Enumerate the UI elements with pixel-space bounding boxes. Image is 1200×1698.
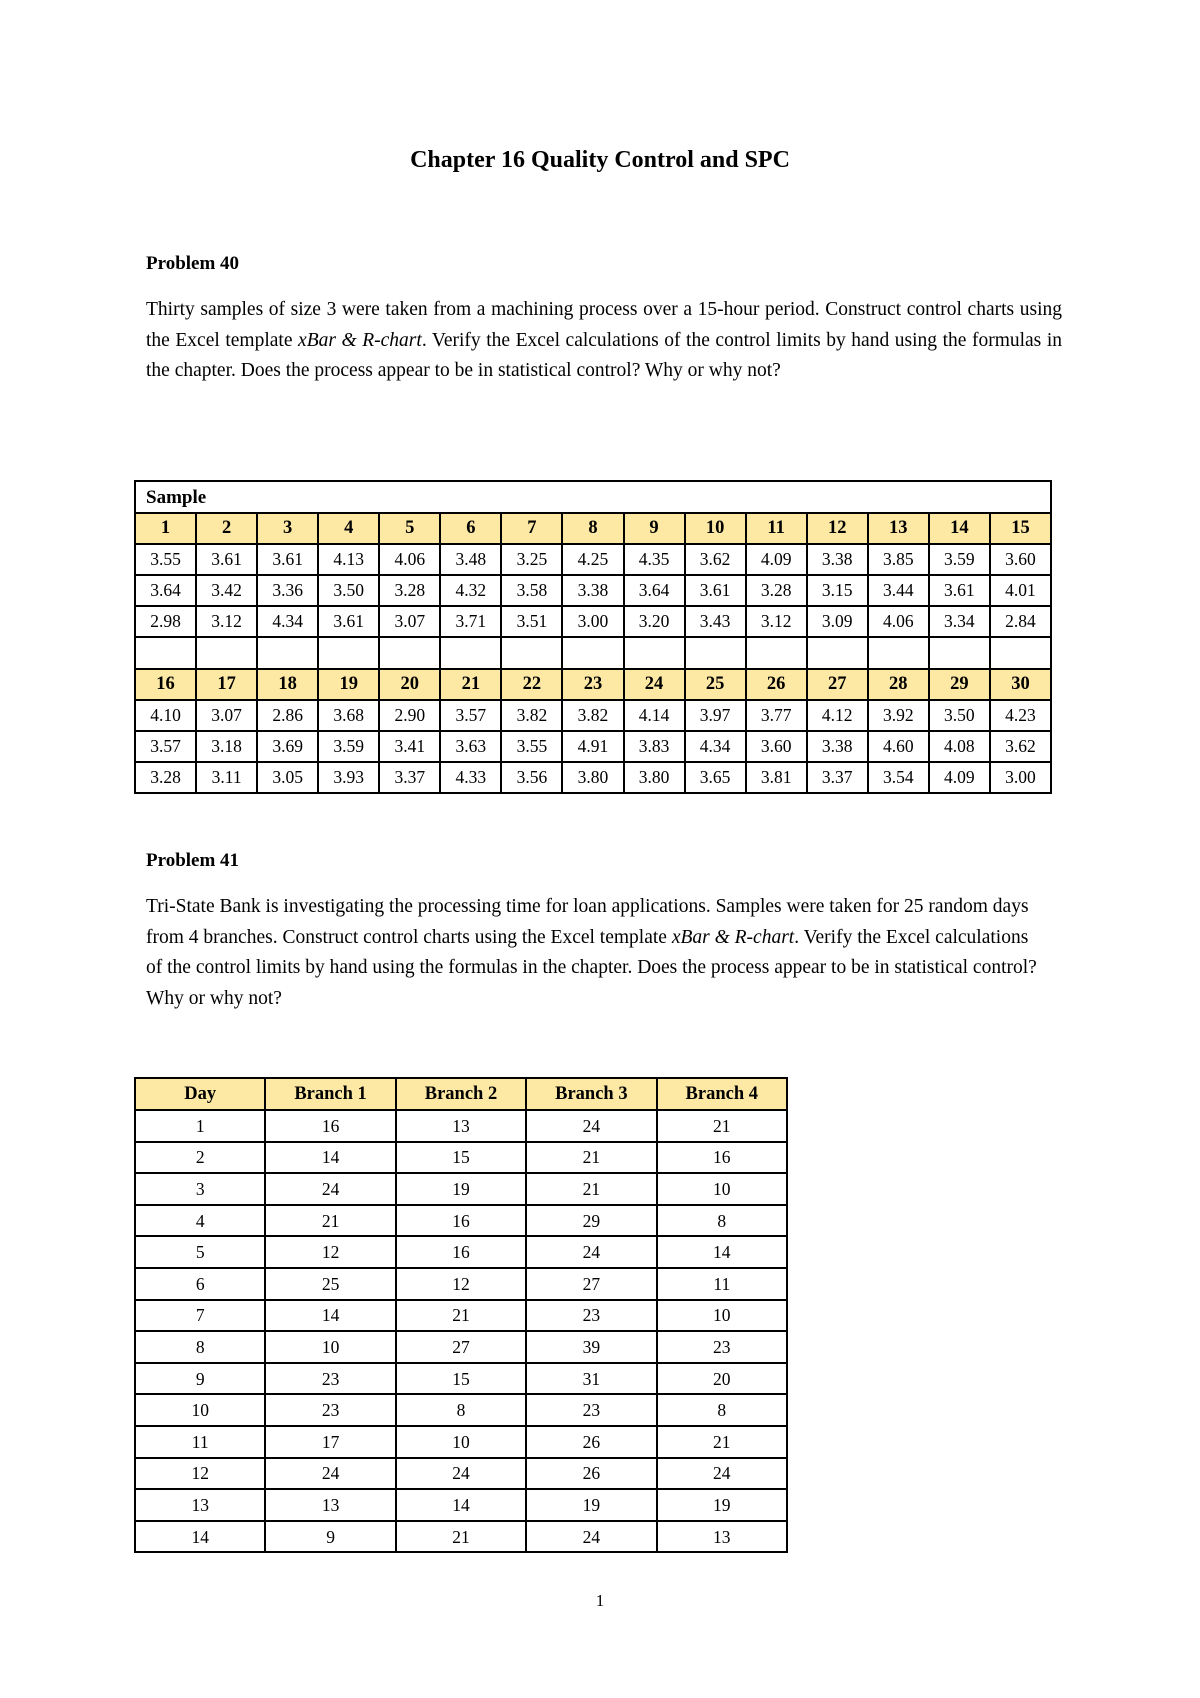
measurement-cell: 2.84 bbox=[990, 606, 1051, 637]
measurement-cell: 3.58 bbox=[501, 575, 562, 606]
sample-number: 3 bbox=[257, 513, 318, 544]
measurement-cell: 3.00 bbox=[562, 606, 623, 637]
branch-value-cell: 21 bbox=[657, 1426, 787, 1458]
measurement-cell: 3.83 bbox=[624, 731, 685, 762]
measurement-cell: 3.65 bbox=[685, 762, 746, 793]
day-cell: 3 bbox=[135, 1173, 265, 1205]
branch-value-cell: 21 bbox=[396, 1300, 526, 1332]
branch-value-cell: 13 bbox=[265, 1489, 395, 1521]
measurement-cell: 4.08 bbox=[929, 731, 990, 762]
branch-value-cell: 16 bbox=[396, 1236, 526, 1268]
branch-value-cell: 26 bbox=[526, 1458, 656, 1490]
sample-number: 21 bbox=[440, 669, 501, 700]
measurement-cell: 3.37 bbox=[807, 762, 868, 793]
branch-value-cell: 14 bbox=[265, 1142, 395, 1174]
measurement-cell: 4.33 bbox=[440, 762, 501, 793]
branch-value-cell: 15 bbox=[396, 1142, 526, 1174]
blank-cell bbox=[440, 637, 501, 669]
branch-value-cell: 23 bbox=[657, 1331, 787, 1363]
day-cell: 1 bbox=[135, 1110, 265, 1142]
problem-40-template-name: xBar & R-chart bbox=[298, 329, 422, 351]
measurement-cell: 3.38 bbox=[807, 731, 868, 762]
blank-cell bbox=[746, 637, 807, 669]
table-row bbox=[135, 606, 1051, 637]
sample-number: 17 bbox=[196, 669, 257, 700]
blank-cell bbox=[868, 637, 929, 669]
measurement-cell: 3.51 bbox=[501, 606, 562, 637]
branch-value-cell: 15 bbox=[396, 1363, 526, 1395]
sample-number: 15 bbox=[990, 513, 1051, 544]
day-cell: 6 bbox=[135, 1268, 265, 1300]
branch-value-cell: 29 bbox=[526, 1205, 656, 1237]
measurement-cell: 3.59 bbox=[929, 544, 990, 575]
branch-value-cell: 12 bbox=[396, 1268, 526, 1300]
sample-number: 27 bbox=[807, 669, 868, 700]
column-header: Branch 1 bbox=[265, 1078, 395, 1110]
column-header: Branch 3 bbox=[526, 1078, 656, 1110]
branch-value-cell: 10 bbox=[265, 1331, 395, 1363]
problem-41-text bbox=[146, 892, 1046, 1014]
measurement-cell: 3.07 bbox=[196, 700, 257, 731]
table-row bbox=[135, 731, 1051, 762]
branch-value-cell: 23 bbox=[526, 1394, 656, 1426]
measurement-cell: 3.28 bbox=[135, 762, 196, 793]
branch-value-cell: 12 bbox=[265, 1236, 395, 1268]
measurement-cell: 3.07 bbox=[379, 606, 440, 637]
measurement-cell: 3.11 bbox=[196, 762, 257, 793]
measurement-cell: 3.63 bbox=[440, 731, 501, 762]
branch-value-cell: 24 bbox=[526, 1521, 656, 1553]
measurement-cell: 3.60 bbox=[990, 544, 1051, 575]
blank-cell bbox=[379, 637, 440, 669]
branch-value-cell: 14 bbox=[265, 1300, 395, 1332]
table-row bbox=[135, 1331, 787, 1363]
measurement-cell: 4.34 bbox=[257, 606, 318, 637]
branch-value-cell: 8 bbox=[657, 1394, 787, 1426]
measurement-cell: 3.44 bbox=[868, 575, 929, 606]
branch-value-cell: 19 bbox=[526, 1489, 656, 1521]
sample-number: 29 bbox=[929, 669, 990, 700]
table-row bbox=[135, 700, 1051, 731]
branch-value-cell: 21 bbox=[265, 1205, 395, 1237]
branch-value-cell: 23 bbox=[526, 1300, 656, 1332]
column-header: Day bbox=[135, 1078, 265, 1110]
sample-number: 6 bbox=[440, 513, 501, 544]
measurement-cell: 4.10 bbox=[135, 700, 196, 731]
measurement-cell: 3.55 bbox=[501, 731, 562, 762]
measurement-cell: 4.25 bbox=[562, 544, 623, 575]
measurement-cell: 4.06 bbox=[868, 606, 929, 637]
branch-value-cell: 13 bbox=[396, 1110, 526, 1142]
table-row bbox=[135, 1426, 787, 1458]
measurement-cell: 3.00 bbox=[990, 762, 1051, 793]
blank-cell bbox=[685, 637, 746, 669]
branch-value-cell: 16 bbox=[396, 1205, 526, 1237]
blank-cell bbox=[807, 637, 868, 669]
measurement-cell: 3.81 bbox=[746, 762, 807, 793]
sample-number: 14 bbox=[929, 513, 990, 544]
table-row bbox=[135, 1173, 787, 1205]
branch-value-cell: 19 bbox=[657, 1489, 787, 1521]
branch-value-cell: 24 bbox=[265, 1173, 395, 1205]
branch-value-cell: 24 bbox=[526, 1110, 656, 1142]
sample-header-row bbox=[135, 513, 1051, 544]
blank-cell bbox=[562, 637, 623, 669]
blank-cell bbox=[318, 637, 379, 669]
measurement-cell: 3.82 bbox=[501, 700, 562, 731]
measurement-cell: 3.61 bbox=[685, 575, 746, 606]
measurement-cell: 3.57 bbox=[440, 700, 501, 731]
measurement-cell: 3.93 bbox=[318, 762, 379, 793]
sample-number: 4 bbox=[318, 513, 379, 544]
branch-value-cell: 10 bbox=[657, 1300, 787, 1332]
day-cell: 7 bbox=[135, 1300, 265, 1332]
problem-40-text-part1: Thirty samples of size 3 were taken from a machining process over a 15-hour period. Construct control charts using the Excel template bbox=[146, 299, 1062, 351]
measurement-cell: 3.05 bbox=[257, 762, 318, 793]
sample-number: 9 bbox=[624, 513, 685, 544]
measurement-cell: 3.15 bbox=[807, 575, 868, 606]
measurement-cell: 3.97 bbox=[685, 700, 746, 731]
blank-cell bbox=[624, 637, 685, 669]
sample-table bbox=[134, 480, 1052, 794]
measurement-cell: 3.61 bbox=[318, 606, 379, 637]
measurement-cell: 4.35 bbox=[624, 544, 685, 575]
branch-value-cell: 24 bbox=[396, 1458, 526, 1490]
day-cell: 11 bbox=[135, 1426, 265, 1458]
table-row bbox=[135, 1394, 787, 1426]
branch-value-cell: 14 bbox=[657, 1236, 787, 1268]
measurement-cell: 3.12 bbox=[746, 606, 807, 637]
branch-value-cell: 9 bbox=[265, 1521, 395, 1553]
measurement-cell: 3.54 bbox=[868, 762, 929, 793]
table-row bbox=[135, 1110, 787, 1142]
measurement-cell: 3.43 bbox=[685, 606, 746, 637]
branch-value-cell: 24 bbox=[657, 1458, 787, 1490]
day-cell: 2 bbox=[135, 1142, 265, 1174]
table-row bbox=[135, 1458, 787, 1490]
measurement-cell: 4.34 bbox=[685, 731, 746, 762]
day-cell: 4 bbox=[135, 1205, 265, 1237]
measurement-cell: 4.32 bbox=[440, 575, 501, 606]
branch-value-cell: 10 bbox=[396, 1426, 526, 1458]
measurement-cell: 3.82 bbox=[562, 700, 623, 731]
branch-value-cell: 31 bbox=[526, 1363, 656, 1395]
measurement-cell: 3.61 bbox=[929, 575, 990, 606]
branch-value-cell: 27 bbox=[526, 1268, 656, 1300]
sample-label: Sample bbox=[135, 481, 1051, 513]
measurement-cell: 3.28 bbox=[379, 575, 440, 606]
measurement-cell: 4.01 bbox=[990, 575, 1051, 606]
branch-value-cell: 14 bbox=[396, 1489, 526, 1521]
measurement-cell: 2.86 bbox=[257, 700, 318, 731]
branch-value-cell: 8 bbox=[396, 1394, 526, 1426]
sample-number: 11 bbox=[746, 513, 807, 544]
measurement-cell: 3.64 bbox=[135, 575, 196, 606]
sample-number: 18 bbox=[257, 669, 318, 700]
sample-number: 26 bbox=[746, 669, 807, 700]
branch-value-cell: 24 bbox=[265, 1458, 395, 1490]
table-row bbox=[135, 1521, 787, 1553]
branch-table-header bbox=[135, 1078, 787, 1110]
measurement-cell: 4.60 bbox=[868, 731, 929, 762]
branch-value-cell: 26 bbox=[526, 1426, 656, 1458]
measurement-cell: 4.09 bbox=[746, 544, 807, 575]
problem-41-template-name: xBar & R-chart bbox=[671, 926, 795, 948]
measurement-cell: 3.38 bbox=[562, 575, 623, 606]
measurement-cell: 3.85 bbox=[868, 544, 929, 575]
table-row bbox=[135, 1489, 787, 1521]
measurement-cell: 3.80 bbox=[624, 762, 685, 793]
measurement-cell: 3.56 bbox=[501, 762, 562, 793]
table-row bbox=[135, 1363, 787, 1395]
branch-value-cell: 10 bbox=[657, 1173, 787, 1205]
table-row bbox=[135, 575, 1051, 606]
branch-value-cell: 19 bbox=[396, 1173, 526, 1205]
measurement-cell: 3.34 bbox=[929, 606, 990, 637]
measurement-cell: 3.28 bbox=[746, 575, 807, 606]
measurement-cell: 4.23 bbox=[990, 700, 1051, 731]
day-cell: 13 bbox=[135, 1489, 265, 1521]
branch-value-cell: 21 bbox=[526, 1173, 656, 1205]
problem-41-text-part2: . Verify the Excel calculations of the control limits by hand using the formulas in the chapter. Does the process appear to be in statistical control? Why or why not? bbox=[146, 926, 1037, 1009]
measurement-cell: 3.80 bbox=[562, 762, 623, 793]
sample-number: 13 bbox=[868, 513, 929, 544]
measurement-cell: 3.38 bbox=[807, 544, 868, 575]
sample-number: 19 bbox=[318, 669, 379, 700]
measurement-cell: 3.36 bbox=[257, 575, 318, 606]
branch-value-cell: 17 bbox=[265, 1426, 395, 1458]
blank-cell bbox=[929, 637, 990, 669]
measurement-cell: 3.09 bbox=[807, 606, 868, 637]
branch-value-cell: 21 bbox=[526, 1142, 656, 1174]
day-cell: 10 bbox=[135, 1394, 265, 1426]
table-row bbox=[135, 1205, 787, 1237]
blank-cell bbox=[196, 637, 257, 669]
measurement-cell: 3.57 bbox=[135, 731, 196, 762]
page-number: 1 bbox=[595, 1591, 605, 1610]
day-cell: 12 bbox=[135, 1458, 265, 1490]
branch-value-cell: 39 bbox=[526, 1331, 656, 1363]
measurement-cell: 3.42 bbox=[196, 575, 257, 606]
branch-value-cell: 25 bbox=[265, 1268, 395, 1300]
measurement-cell: 3.50 bbox=[318, 575, 379, 606]
measurement-cell: 3.69 bbox=[257, 731, 318, 762]
blank-cell bbox=[257, 637, 318, 669]
page-title: Chapter 16 Quality Control and SPC bbox=[410, 147, 790, 173]
measurement-cell: 4.14 bbox=[624, 700, 685, 731]
measurement-cell: 3.71 bbox=[440, 606, 501, 637]
measurement-cell: 3.62 bbox=[685, 544, 746, 575]
day-cell: 14 bbox=[135, 1521, 265, 1553]
day-cell: 5 bbox=[135, 1236, 265, 1268]
branch-value-cell: 24 bbox=[526, 1236, 656, 1268]
measurement-cell: 4.06 bbox=[379, 544, 440, 575]
measurement-cell: 3.18 bbox=[196, 731, 257, 762]
day-cell: 9 bbox=[135, 1363, 265, 1395]
table-row bbox=[135, 762, 1051, 793]
measurement-cell: 3.41 bbox=[379, 731, 440, 762]
column-header: Branch 4 bbox=[657, 1078, 787, 1110]
sample-label-row bbox=[135, 481, 1051, 513]
problem-40-text-part2: . Verify the Excel calculations of the control limits by hand using the formulas in the chapter. Does the process appear to be in statistical control? Why or why not? bbox=[146, 329, 1063, 381]
problem-41-heading: Problem 41 bbox=[146, 850, 240, 871]
measurement-cell: 3.55 bbox=[135, 544, 196, 575]
sample-number: 24 bbox=[624, 669, 685, 700]
measurement-cell: 4.09 bbox=[929, 762, 990, 793]
branch-value-cell: 21 bbox=[396, 1521, 526, 1553]
sample-number: 2 bbox=[196, 513, 257, 544]
problem-40-heading: Problem 40 bbox=[146, 253, 240, 274]
measurement-cell: 3.50 bbox=[929, 700, 990, 731]
measurement-cell: 3.48 bbox=[440, 544, 501, 575]
branch-table bbox=[134, 1077, 788, 1553]
branch-value-cell: 13 bbox=[657, 1521, 787, 1553]
sample-number: 12 bbox=[807, 513, 868, 544]
table-row bbox=[135, 1142, 787, 1174]
day-cell: 8 bbox=[135, 1331, 265, 1363]
sample-number: 23 bbox=[562, 669, 623, 700]
measurement-cell: 3.61 bbox=[257, 544, 318, 575]
branch-value-cell: 20 bbox=[657, 1363, 787, 1395]
branch-value-cell: 16 bbox=[657, 1142, 787, 1174]
problem-40-text bbox=[146, 295, 1062, 387]
measurement-cell: 3.60 bbox=[746, 731, 807, 762]
branch-value-cell: 21 bbox=[657, 1110, 787, 1142]
measurement-cell: 4.91 bbox=[562, 731, 623, 762]
measurement-cell: 3.61 bbox=[196, 544, 257, 575]
sample-number: 28 bbox=[868, 669, 929, 700]
branch-value-cell: 23 bbox=[265, 1394, 395, 1426]
table-row bbox=[135, 544, 1051, 575]
measurement-cell: 4.12 bbox=[807, 700, 868, 731]
sample-number: 22 bbox=[501, 669, 562, 700]
column-header: Branch 2 bbox=[396, 1078, 526, 1110]
measurement-cell: 3.92 bbox=[868, 700, 929, 731]
sample-number: 8 bbox=[562, 513, 623, 544]
measurement-cell: 3.59 bbox=[318, 731, 379, 762]
measurement-cell: 3.37 bbox=[379, 762, 440, 793]
table-row bbox=[135, 1236, 787, 1268]
measurement-cell: 4.13 bbox=[318, 544, 379, 575]
sample-number: 30 bbox=[990, 669, 1051, 700]
sample-number: 1 bbox=[135, 513, 196, 544]
sample-number: 16 bbox=[135, 669, 196, 700]
measurement-cell: 2.98 bbox=[135, 606, 196, 637]
branch-value-cell: 23 bbox=[265, 1363, 395, 1395]
branch-value-cell: 27 bbox=[396, 1331, 526, 1363]
sample-number: 25 bbox=[685, 669, 746, 700]
measurement-cell: 3.64 bbox=[624, 575, 685, 606]
measurement-cell: 3.12 bbox=[196, 606, 257, 637]
measurement-cell: 2.90 bbox=[379, 700, 440, 731]
blank-row bbox=[135, 637, 1051, 669]
measurement-cell: 3.77 bbox=[746, 700, 807, 731]
sample-number: 5 bbox=[379, 513, 440, 544]
table-row bbox=[135, 1268, 787, 1300]
measurement-cell: 3.25 bbox=[501, 544, 562, 575]
blank-cell bbox=[990, 637, 1051, 669]
blank-cell bbox=[501, 637, 562, 669]
branch-value-cell: 11 bbox=[657, 1268, 787, 1300]
sample-number: 20 bbox=[379, 669, 440, 700]
sample-number: 10 bbox=[685, 513, 746, 544]
measurement-cell: 3.62 bbox=[990, 731, 1051, 762]
measurement-cell: 3.20 bbox=[624, 606, 685, 637]
problem-41-text-part1: Tri-State Bank is investigating the processing time for loan applications. Samples were taken for 25 random days from 4 branches. Construct control charts using the Excel template bbox=[146, 896, 1029, 948]
table-row bbox=[135, 1300, 787, 1332]
sample-number: 7 bbox=[501, 513, 562, 544]
blank-cell bbox=[135, 637, 196, 669]
sample-header-row bbox=[135, 669, 1051, 700]
branch-value-cell: 8 bbox=[657, 1205, 787, 1237]
measurement-cell: 3.68 bbox=[318, 700, 379, 731]
branch-value-cell: 16 bbox=[265, 1110, 395, 1142]
